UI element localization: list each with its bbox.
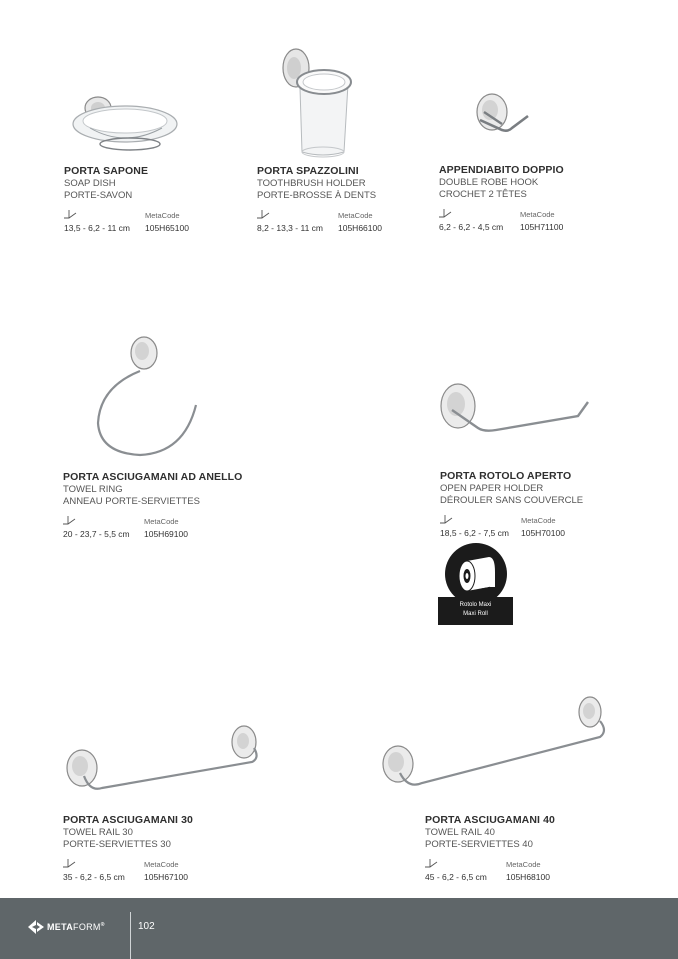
meta-code-label: MetaCode: [520, 210, 555, 219]
meta-code-value: 105H67100: [144, 872, 188, 882]
product-open-paper-holder: [440, 470, 620, 538]
product-name-en: DOUBLE ROBE HOOK: [439, 177, 539, 188]
footer-divider: [130, 912, 131, 959]
meta-code-value: 105H69100: [144, 529, 188, 539]
dimensions-icon: [63, 516, 77, 526]
badge-label-en: Maxi Roll: [463, 611, 488, 617]
dimensions-value: 20 - 23,7 - 5,5 cm: [63, 529, 130, 539]
meta-code-label: MetaCode: [338, 211, 373, 220]
product-title: APPENDIABITO DOPPIO: [439, 164, 564, 176]
toothbrush-holder-image: [278, 44, 358, 159]
product-toothbrush-holder: [257, 165, 437, 233]
toilet-roll-icon: [445, 543, 507, 605]
product-name-fr: PORTE-SERVIETTES 30: [63, 839, 171, 850]
towel-rail-40-image: [378, 693, 610, 791]
brand-logo: [28, 920, 105, 934]
dimensions-value: 13,5 - 6,2 - 11 cm: [64, 223, 130, 233]
brand-name-light: FORM: [73, 922, 101, 932]
meta-code-label: MetaCode: [144, 860, 179, 869]
dimensions-icon: [425, 859, 439, 869]
dimensions-value: 6,2 - 6,2 - 4,5 cm: [439, 222, 504, 232]
meta-code-value: 105H68100: [506, 872, 550, 882]
soap-dish-image: [70, 88, 180, 158]
meta-code-value: 105H65100: [145, 223, 189, 233]
brand-name: [47, 922, 105, 932]
badge-label: [438, 601, 513, 619]
page-number: 102: [138, 921, 155, 932]
meta-code-value: 105H70100: [521, 528, 565, 538]
towel-rail-30-image: [62, 722, 267, 797]
dimensions-icon: [64, 210, 78, 220]
product-name-fr: PORTE-SAVON: [64, 190, 133, 201]
maxi-roll-badge: [438, 543, 513, 625]
meta-code-value: 105H71100: [520, 222, 564, 232]
product-title: PORTA ASCIUGAMANI 40: [425, 814, 555, 826]
product-name-en: OPEN PAPER HOLDER: [440, 483, 544, 494]
product-name-en: TOWEL RING: [63, 484, 123, 495]
product-name-fr: ANNEAU PORTE-SERVIETTES: [63, 496, 200, 507]
product-name-en: TOOTHBRUSH HOLDER: [257, 178, 366, 189]
product-name-en: SOAP DISH: [64, 178, 116, 189]
product-name-fr: PORTE-BROSSE À DENTS: [257, 190, 377, 201]
meta-code-label: MetaCode: [144, 517, 179, 526]
meta-code-label: MetaCode: [506, 860, 541, 869]
product-name-en: TOWEL RAIL 30: [63, 827, 133, 838]
meta-code-label: MetaCode: [145, 211, 180, 220]
meta-code-label: MetaCode: [521, 516, 556, 525]
badge-circle: [445, 543, 507, 605]
dimensions-icon: [439, 209, 453, 219]
product-title: PORTA SAPONE: [64, 165, 149, 177]
brand-trademark: ®: [100, 922, 105, 928]
dimensions-value: 45 - 6,2 - 6,5 cm: [425, 872, 487, 882]
product-name-fr: CROCHET 2 TÊTES: [439, 189, 527, 200]
product-title: PORTA ASCIUGAMANI AD ANELLO: [63, 471, 243, 483]
product-title: PORTA ASCIUGAMANI 30: [63, 814, 193, 826]
robe-hook-image: [472, 90, 532, 142]
dimensions-value: 8,2 - 13,3 - 11 cm: [257, 223, 323, 233]
product-towel-ring: [63, 471, 243, 539]
product-towel-rail-40: [425, 814, 605, 882]
meta-code-value: 105H66100: [338, 223, 382, 233]
dimensions-icon: [63, 859, 77, 869]
dimensions-value: 35 - 6,2 - 6,5 cm: [63, 872, 125, 882]
product-robe-hook: [439, 164, 619, 232]
badge-label-it: Rotolo Maxi: [459, 602, 492, 608]
dimensions-value: 18,5 - 6,2 - 7,5 cm: [440, 528, 509, 538]
dimensions-icon: [440, 515, 454, 525]
paper-holder-image: [438, 380, 593, 435]
product-soap-dish: [64, 165, 244, 233]
product-name-fr: DÉROULER SANS COUVERCLE: [440, 495, 584, 506]
product-name-fr: PORTE-SERVIETTES 40: [425, 839, 533, 850]
product-name-en: TOWEL RAIL 40: [425, 827, 495, 838]
product-title: PORTA SPAZZOLINI: [257, 165, 359, 177]
product-title: PORTA ROTOLO APERTO: [440, 470, 572, 482]
towel-ring-image: [92, 335, 202, 460]
dimensions-icon: [257, 210, 271, 220]
product-towel-rail-30: [63, 814, 243, 882]
brand-name-bold: META: [47, 922, 74, 932]
metaform-logo-icon: [28, 920, 44, 934]
